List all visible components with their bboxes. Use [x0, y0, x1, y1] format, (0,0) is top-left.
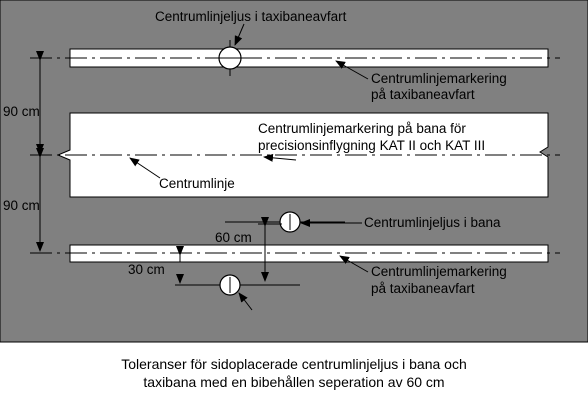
- caption-line-2: taxibana med en bibehållen seperation av 60 cm: [143, 374, 445, 390]
- label-centerline: Centrumlinje: [159, 176, 235, 191]
- label-taxi-marking-bottom-line1: Centrumlinjemarkering: [371, 264, 507, 279]
- label-runway-light: Centrumlinjeljus i bana: [364, 215, 501, 230]
- dim-label-60: 60 cm: [215, 230, 252, 245]
- dim-label-lower: 90 cm: [3, 198, 40, 213]
- label-taxi-marking-top-line2: på taxibaneavfart: [371, 87, 475, 102]
- label-taxi-marking-top-line1: Centrumlinjemarkering: [371, 71, 507, 86]
- label-runway-marking-line1: Centrumlinjemarkering på bana för: [258, 121, 466, 136]
- label-taxi-light-top: Centrumlinjeljus i taxibaneavfart: [155, 9, 347, 24]
- figure-caption: [0, 355, 588, 391]
- caption-line-1: Toleranser för sidoplacerade centrumlinjeljus i bana och: [121, 356, 467, 372]
- label-taxi-marking-bottom-line2: på taxibaneavfart: [371, 281, 475, 296]
- dim-label-30: 30 cm: [128, 262, 165, 277]
- dim-label-upper: 90 cm: [3, 104, 40, 119]
- label-runway-marking-line2: precisionsinflygning KAT II och KAT III: [258, 138, 486, 153]
